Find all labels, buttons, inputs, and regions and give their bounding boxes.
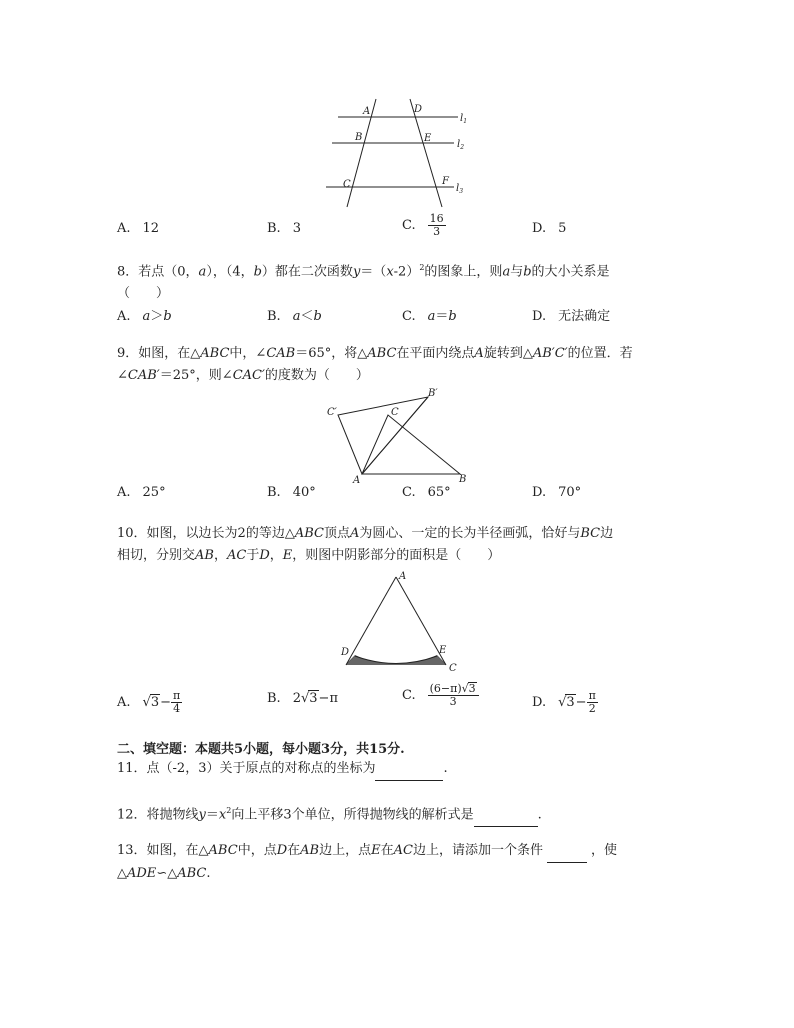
question-9: 9．如图，在△ABC中，∠CAB＝65°，将△ABC在平面内绕点A旋转到△AB′C′的位置．若 ∠CAB′＝25°，则∠CAC′的度数为（ ） [117, 346, 633, 383]
q9-option-b[interactable]: B. 40° [267, 485, 316, 500]
label-C: C [449, 663, 457, 674]
label-E: E [439, 645, 447, 656]
fraction: $\frac{(6-\pi)√3}{3}$ [428, 682, 479, 708]
q8-options [117, 305, 687, 327]
q10-option-d[interactable]: D. √3− $\frac{\pi}{2}$ [532, 689, 596, 715]
label-F: F [442, 176, 449, 187]
q10-option-c[interactable]: C. $\frac{(6-\pi)√3}{3}$ [402, 682, 479, 708]
question-13: 13．如图，在△ABC中，点D在AB边上，点E在AC边上，请添加一个条件 ，使 △ADE∽△ABC. [117, 840, 687, 885]
q9-option-c[interactable]: C. 65° [402, 485, 451, 500]
triangle-AB1C1 [338, 397, 428, 474]
fraction: $\frac{16}{3}$ [429, 212, 444, 238]
label-D: D [414, 104, 423, 115]
q10-figure [335, 567, 465, 675]
label-E: E [424, 133, 432, 144]
label-l3: $l_3$ [456, 183, 464, 195]
label-A: A [363, 106, 371, 117]
q10-option-b[interactable]: B. 2√3−π [267, 691, 338, 706]
q8-option-a[interactable]: A. a＞b [117, 309, 172, 324]
answer-blank[interactable] [375, 758, 443, 781]
fraction: $\frac{\pi}{4}$ [173, 689, 181, 715]
transversal-left [347, 99, 376, 207]
question-11: 11．点（-2，3）关于原点的对称点的坐标为 . [117, 758, 687, 781]
label-C: C [343, 179, 351, 190]
fraction: $\frac{\pi}{2}$ [588, 689, 596, 715]
label-B: B [459, 474, 467, 485]
q7-figure [320, 95, 480, 210]
q9-options [117, 485, 687, 507]
side-AB [346, 577, 396, 665]
label-B: B [355, 132, 363, 143]
answer-blank[interactable] [474, 804, 538, 827]
label-C: C [391, 407, 399, 418]
label-A: A [399, 571, 407, 582]
question-10: 10．如图，以边长为2的等边△ABC顶点A为圆心、一定的长为半径画弧，恰好与BC边 相切，分别交AB，AC于D，E，则图中阴影部分的面积是（ ） [117, 526, 614, 563]
q8-option-d[interactable]: D. 无法确定 [532, 309, 611, 324]
label-l1: $l_1$ [460, 113, 468, 125]
q7-option-a[interactable]: A. 12 [117, 221, 160, 236]
q8-option-b[interactable]: B. a＜b [267, 309, 322, 324]
q8-option-c[interactable]: C. a＝b [402, 309, 457, 324]
triangle-ABC [362, 415, 460, 474]
transversal-right [410, 99, 442, 207]
label-D: D [341, 647, 350, 658]
q10-options [117, 682, 687, 715]
question-8: 8．若点（0，a），（4，b）都在二次函数$y=(x-2)^2$的图象上，则a与b的大小关系是 （ ） [117, 263, 610, 302]
answer-blank[interactable] [547, 840, 587, 863]
label-A: A [353, 475, 361, 485]
q7-option-b[interactable]: B. 3 [267, 221, 301, 236]
label-l2: $l_2$ [457, 139, 465, 151]
q10-option-a[interactable]: A. √3− $\frac{\pi}{4}$ [117, 689, 181, 715]
section-heading: 二、填空题：本题共5小题，每小题3分，共15分. [117, 742, 405, 757]
q9-option-d[interactable]: D. 70° [532, 485, 582, 500]
label-B1: B′ [428, 388, 438, 399]
q7-option-c[interactable]: C. $\frac{16}{3}$ [402, 212, 444, 238]
q9-option-a[interactable]: A. 25° [117, 485, 166, 500]
question-12: 12．将抛物线$y=x^2$向上平移3个单位，所得抛物线的解析式是 . [117, 800, 687, 827]
label-C1: C′ [327, 407, 337, 418]
q7-options [117, 212, 687, 243]
q9-figure [320, 385, 480, 485]
q7-option-d[interactable]: D. 5 [532, 221, 567, 236]
